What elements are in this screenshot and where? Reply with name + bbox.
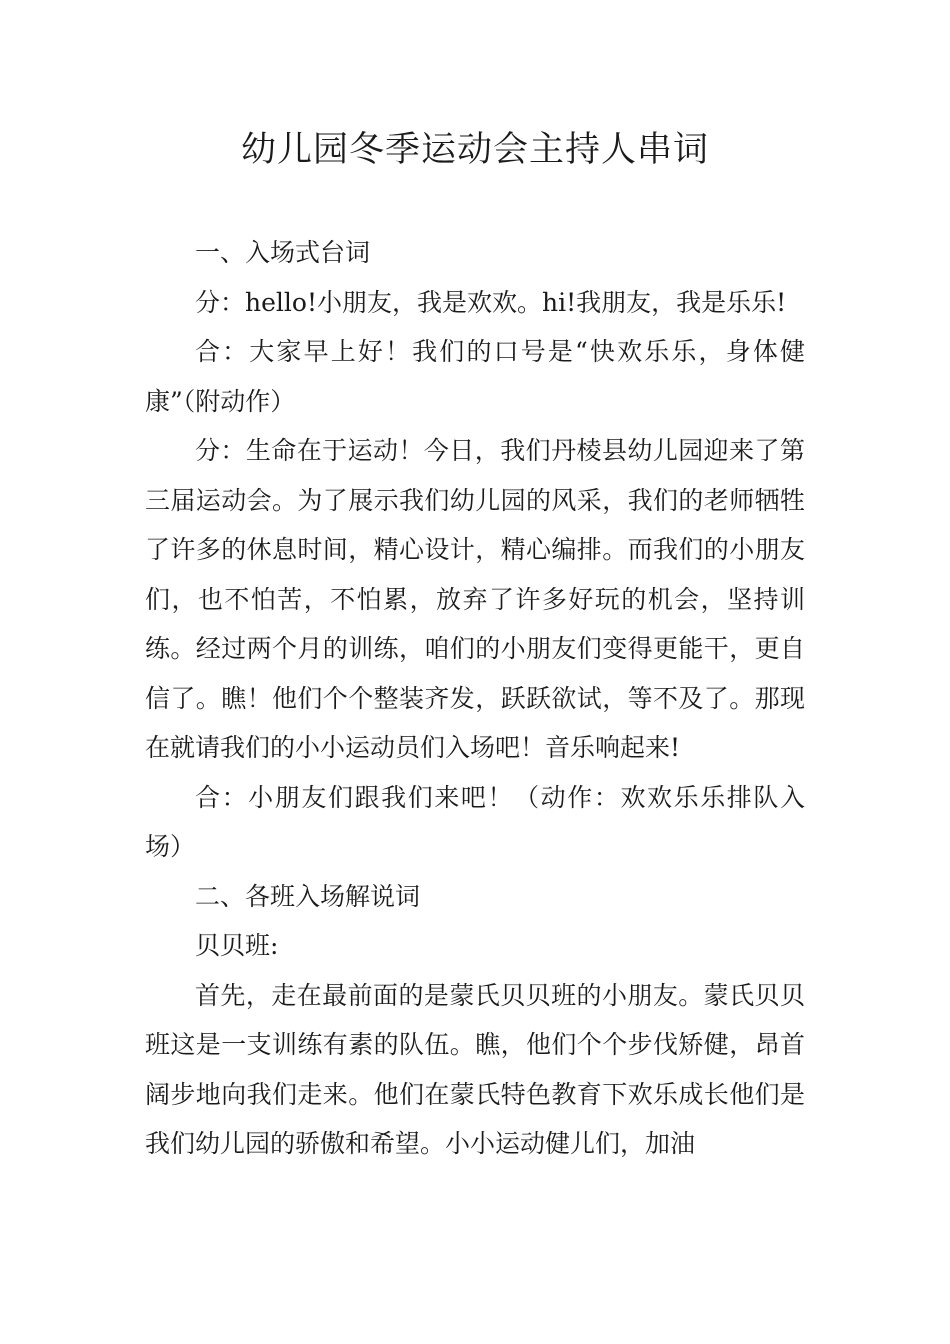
paragraph: 首先，走在最前面的是蒙氏贝贝班的小朋友。蒙氏贝贝班这是一支训练有素的队伍。瞧，他们个个步伐矫健，昂首阔步地向我们走来。他们在蒙氏特色教育下欢乐成长他们是我们幼儿园的骄傲和希望。小小运动健儿们，加油: [145, 980, 805, 1158]
paragraph: 合：大家早上好！我们的口号是“快欢乐乐，身体健康”（附动作）: [145, 337, 805, 416]
document-title: 幼儿园冬季运动会主持人串词: [240, 130, 709, 170]
section-heading: 一、入场式台词: [195, 238, 371, 267]
paragraph: 贝贝班:: [195, 931, 279, 960]
document-body: [145, 228, 805, 1169]
paragraph: 分：hello!小朋友，我是欢欢。hi!我朋友，我是乐乐!: [195, 287, 787, 317]
section-heading: 二、各班入场解说词: [195, 881, 421, 911]
paragraph: 合：小朋友们跟我们来吧！（动作：欢欢乐乐排队入场）: [145, 782, 805, 861]
paragraph: 分：生命在于运动！今日，我们丹棱县幼儿园迎来了第三届运动会。为了展示我们幼儿园的风采，我们的老师牺牲了许多的休息时间，精心设计，精心编排。而我们的小朋友们，也不怕苦，不怕累，放弃了许多好玩的机会，坚持训练。经过两个月的训练，咱们的小朋友们变得更能干，更自信了。瞧！他们个个整装齐发，跃跃欲试，等不及了。那现在就请我们的小小运动员们入场吧！音乐响起来!: [145, 436, 805, 762]
